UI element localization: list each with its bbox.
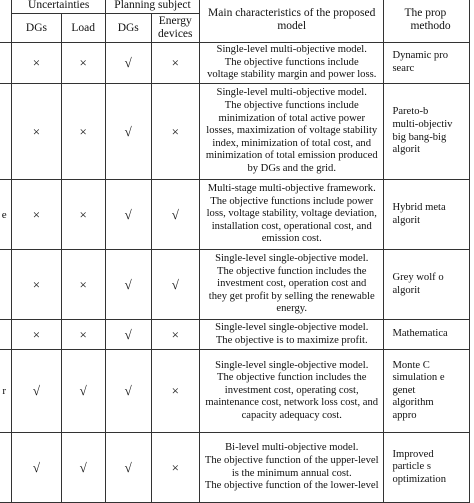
table-row [0, 84, 470, 180]
load-uncertainty-mark: × [61, 84, 105, 180]
model-characteristics-cell [200, 180, 384, 250]
energy-devices-mark: × [151, 433, 199, 503]
energy-devices-mark: √ [151, 180, 199, 250]
method-line: big bang-big [392, 131, 447, 143]
row-label-cell [0, 433, 12, 503]
row-label-cell [0, 43, 12, 84]
characteristics-line: The objective functions include [224, 100, 359, 112]
characteristics-line: is the minimum annual cost. [231, 467, 352, 479]
model-characteristics-cell [200, 320, 384, 350]
method-line: genet [392, 384, 416, 396]
dgs-uncertainty-mark: × [12, 43, 61, 84]
load-uncertainty-mark: × [61, 43, 105, 84]
characteristics-line: minimization of total active power [218, 112, 365, 124]
method-cell [384, 180, 470, 250]
characteristics-line: The objective function includes the [217, 372, 367, 384]
method-line: algorit [392, 144, 421, 156]
method-line: Monte C [392, 359, 430, 371]
characteristics-line: Single-level single-objective model. [215, 253, 369, 265]
method-line: algorithm [392, 397, 434, 409]
dgs-uncertainty-mark: √ [12, 433, 61, 503]
characteristics-line: voltage stability margin and power loss. [207, 69, 377, 81]
header-row-top [0, 0, 470, 14]
characteristics-line: loss, voltage stability, voltage deviation, [206, 208, 377, 220]
method-line: appro [392, 409, 417, 421]
characteristics-line: investment cost, operation cost and [217, 278, 367, 290]
header-dgs-uncertainty: DGs [12, 14, 61, 43]
characteristics-line: The objective functions include [224, 56, 359, 68]
energy-devices-mark: × [151, 350, 199, 433]
characteristics-line: The objective functions include power [210, 195, 374, 207]
characteristics-line: they get profit by selling the renewable [208, 290, 375, 302]
model-characteristics-cell [200, 433, 384, 503]
characteristics-line: emission cost. [261, 233, 322, 245]
characteristics-line: minimization of total emission produced [205, 150, 378, 162]
method-line: Pareto-b [392, 106, 429, 118]
energy-devices-mark: × [151, 84, 199, 180]
method-cell [384, 43, 470, 84]
characteristics-line: investment cost, operating cost, [224, 384, 359, 396]
table-row [0, 43, 470, 84]
characteristics-line: The objective function includes the [217, 265, 367, 277]
table-row [0, 250, 470, 320]
dgs-planning-mark: √ [105, 180, 151, 250]
method-line: Dynamic pro [392, 50, 449, 62]
characteristics-line: The objective function of the upper-level [204, 454, 379, 466]
header-characteristics: Main characteristics of the proposed model [200, 0, 384, 43]
method-line: Mathematica [392, 328, 448, 340]
row-label-cell [0, 84, 12, 180]
characteristics-line: capacity adequacy cost. [241, 409, 342, 421]
table-row [0, 433, 470, 503]
method-line: particle s [392, 461, 431, 473]
model-characteristics-cell [200, 84, 384, 180]
method-cell [384, 433, 470, 503]
characteristics-line: by DGs and the grid. [247, 162, 336, 174]
row-label-cell [0, 250, 12, 320]
method-line: Grey wolf o [392, 271, 444, 283]
characteristics-line: Single-level multi-objective model. [216, 44, 367, 56]
method-line: algorit [392, 284, 421, 296]
characteristics-line: Bi-level multi-objective model. [225, 442, 359, 454]
dgs-planning-mark: √ [105, 84, 151, 180]
energy-devices-mark: × [151, 43, 199, 84]
characteristics-line: losses, maximization of voltage stability [206, 125, 378, 137]
dgs-uncertainty-mark: × [12, 250, 61, 320]
load-uncertainty-mark: √ [61, 350, 105, 433]
characteristics-line: The objective is to maximize profit. [215, 334, 368, 346]
dgs-uncertainty-mark: √ [12, 350, 61, 433]
characteristics-line: Single-level multi-objective model. [216, 87, 367, 99]
characteristics-line: installation cost, operational cost, and [211, 220, 372, 232]
method-cell [384, 350, 470, 433]
dgs-planning-mark: √ [105, 43, 151, 84]
header-method: The prop methodo [384, 0, 470, 43]
method-line: Improved [392, 448, 434, 460]
energy-devices-mark: √ [151, 250, 199, 320]
characteristics-line: Single-level single-objective model. [215, 359, 369, 371]
load-uncertainty-mark: √ [61, 433, 105, 503]
header-load: Load [61, 14, 105, 43]
method-cell [384, 320, 470, 350]
characteristics-line: index, minimization of total cost, and [212, 137, 372, 149]
dgs-planning-mark: √ [105, 350, 151, 433]
method-cell [384, 84, 470, 180]
model-characteristics-cell [200, 250, 384, 320]
dgs-uncertainty-mark: × [12, 84, 61, 180]
table-row [0, 350, 470, 433]
dgs-uncertainty-mark: × [12, 180, 61, 250]
header-uncertainties: Uncertainties [12, 0, 106, 14]
row-label-cell [0, 320, 12, 350]
method-line: algorit [392, 214, 421, 226]
header-dgs-planning: DGs [105, 14, 151, 43]
dgs-planning-mark: √ [105, 250, 151, 320]
table-row [0, 320, 470, 350]
table-row [0, 180, 470, 250]
row-label-cell: r [0, 350, 12, 433]
characteristics-line: energy. [276, 303, 308, 315]
load-uncertainty-mark: × [61, 180, 105, 250]
characteristics-line: maintenance cost, network loss cost, and [205, 397, 379, 409]
model-characteristics-cell [200, 43, 384, 84]
characteristics-line: Multi-stage multi-objective framework. [207, 183, 376, 195]
method-line: multi-objectiv [392, 118, 453, 130]
dgs-uncertainty-mark: × [12, 320, 61, 350]
header-planning-subject: Planning subject [105, 0, 199, 14]
characteristics-line: Single-level single-objective model. [215, 321, 369, 333]
header-energy-devices: Energy devices [151, 14, 199, 43]
dgs-planning-mark: √ [105, 320, 151, 350]
header-left-cell [0, 0, 12, 43]
method-cell [384, 250, 470, 320]
method-line: searc [392, 63, 415, 74]
load-uncertainty-mark: × [61, 320, 105, 350]
energy-devices-mark: × [151, 320, 199, 350]
model-characteristics-cell [200, 350, 384, 433]
characteristics-line: The objective function of the lower-level [204, 480, 379, 492]
dgs-planning-mark: √ [105, 433, 151, 503]
row-label-cell: e [0, 180, 12, 250]
load-uncertainty-mark: × [61, 250, 105, 320]
method-line: Hybrid meta [392, 201, 446, 213]
method-line: simulation e [392, 372, 445, 384]
method-line: optimization [392, 473, 446, 485]
